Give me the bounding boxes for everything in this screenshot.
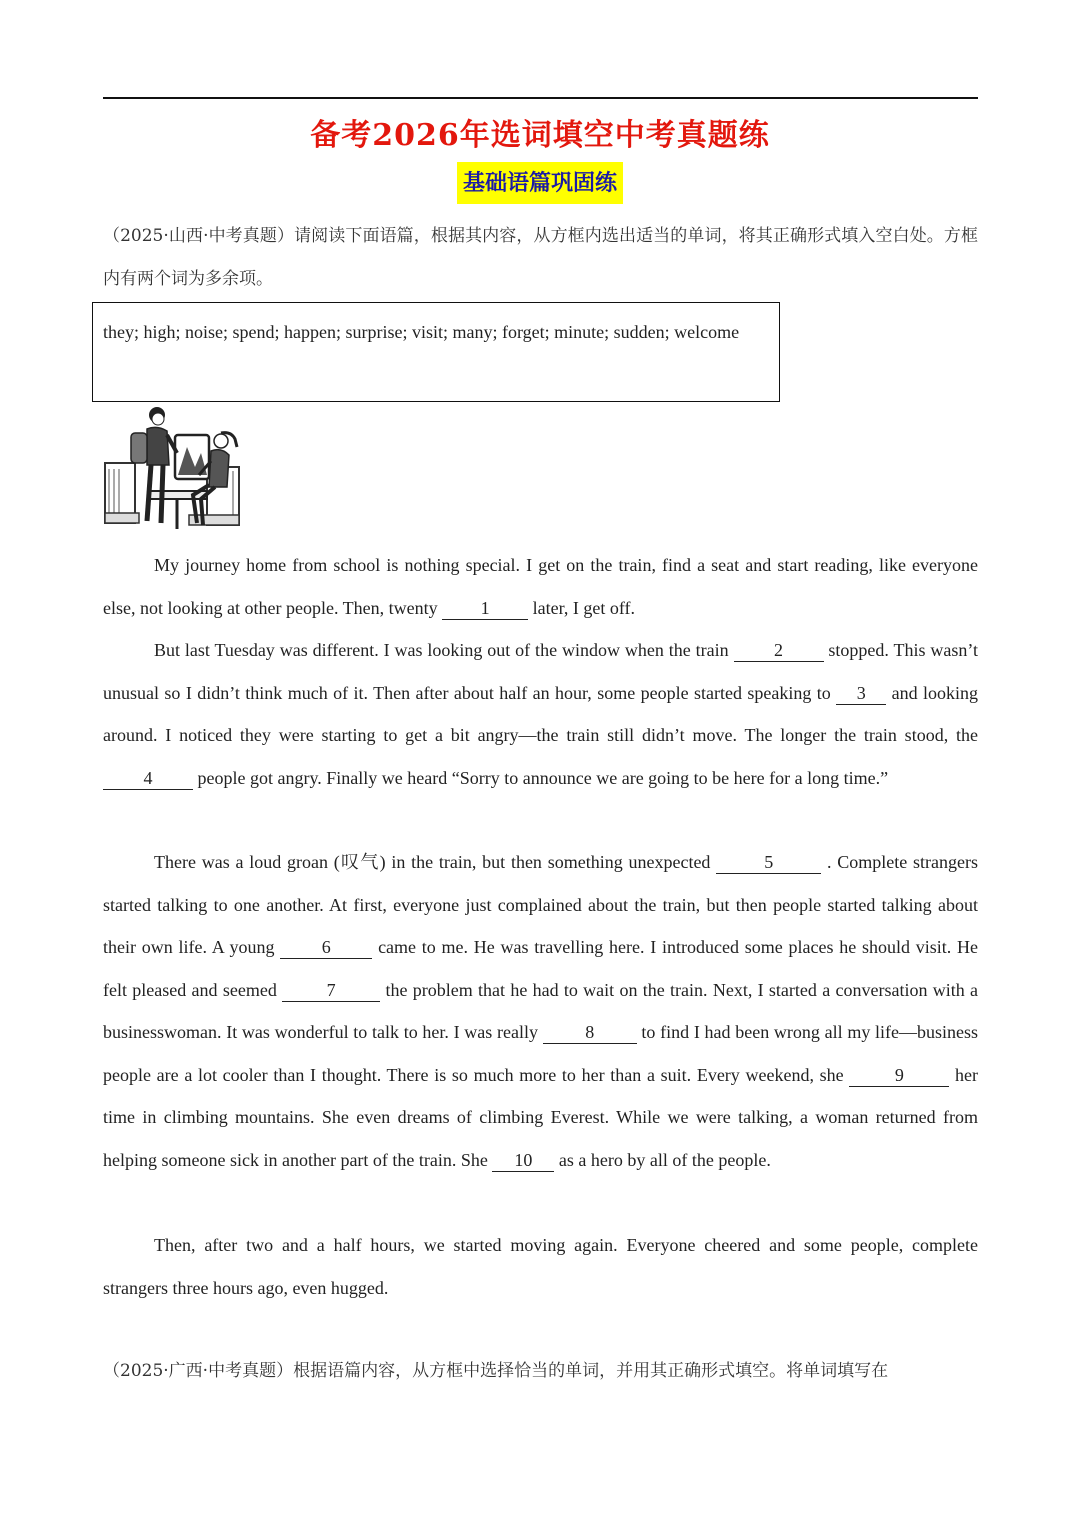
paragraph-text: There was a loud groan (叹气) in the train, but then something unexpected (154, 852, 711, 872)
blank-3[interactable]: 3 (836, 682, 886, 705)
document-title: 备考2026年选词填空中考真题练 (310, 118, 770, 153)
blank-4[interactable]: 4 (103, 767, 193, 790)
blank-7[interactable]: 7 (282, 979, 380, 1002)
paragraph-text: to find I had been wrong all my life—business people are a lot cooler than I thought. There is so much more to her than a suit. Every weekend, she (103, 1022, 979, 1085)
blank-9[interactable]: 9 (849, 1064, 949, 1087)
word-bank-text: they; high; noise; spend; happen; surprise; visit; many; forget; minute; sudden; welcome (103, 322, 740, 342)
paragraph-text: But last Tuesday was different. I was looking out of the window when the train (154, 640, 729, 660)
blank-2[interactable]: 2 (734, 639, 824, 662)
question-2-instruction: （2025·广西·中考真题）根据语篇内容，从方框中选择恰当的单词，并用其正确形式填空。将单词填写在 (103, 1361, 889, 1381)
subtitle-container (0, 162, 1080, 204)
blank-5[interactable]: 5 (716, 851, 821, 874)
passage-paragraph-4: Then, after two and a half hours, we started moving again. Everyone cheered and some people, complete strangers three hours ago, even hugged. (103, 1235, 978, 1298)
paragraph-text: people got angry. Finally we heard “Sorry to announce we are going to be here for a long time.” (197, 767, 889, 788)
passage-paragraph-2 (103, 629, 978, 799)
question-1-instruction: （2025·山西·中考真题）请阅读下面语篇，根据其内容，从方框内选出适当的单词，将其正确形式填入空白处。方框内有两个词为多余项。 (103, 226, 978, 289)
paragraph-text: the problem that he had to wait on the train. Next, I started a conversation with a businesswoman. It was wonderful to talk to her. I was really (103, 979, 979, 1042)
paragraph-text: as a hero by all of the people. (558, 1149, 771, 1170)
paragraph-text: later, I get off. (532, 597, 635, 618)
paragraph-text: and looking around. I noticed they were starting to get a bit angry—the train still didn’t move. The longer the train stood, the (103, 682, 978, 745)
passage-paragraph-1 (103, 544, 978, 629)
paragraph-text: came to me. He was travelling here. I introduced some places he should visit. He felt pleased and seemed (103, 937, 979, 1000)
paragraph-text: her time in climbing mountains. She even dreams of climbing Everest. While we were talking, a woman returned from helping someone sick in another part of the train. She (103, 1064, 978, 1170)
paragraph-text: My journey home from school is nothing special. I get on the train, find a seat and start reading, like everyone else, not looking at other people. Then, twenty (103, 555, 978, 618)
section-subtitle: 基础语篇巩固练 (457, 162, 623, 204)
paragraph-text: . Complete strangers started talking to one another. At first, everyone just complained about the train, but then people started talking about their own life. A young (103, 852, 979, 957)
blank-6[interactable]: 6 (280, 936, 372, 959)
blank-10[interactable]: 10 (492, 1149, 554, 1172)
blank-8[interactable]: 8 (543, 1021, 637, 1044)
paragraph-text: stopped. This wasn’t unusual so I didn’t think much of it. Then after about half an hour, some people started speaking to (103, 640, 979, 703)
passage-paragraph-3 (103, 841, 978, 1181)
train-passengers-illustration (103, 405, 243, 539)
word-bank-box (92, 302, 780, 402)
header-rule (103, 97, 978, 99)
blank-1[interactable]: 1 (442, 597, 528, 620)
